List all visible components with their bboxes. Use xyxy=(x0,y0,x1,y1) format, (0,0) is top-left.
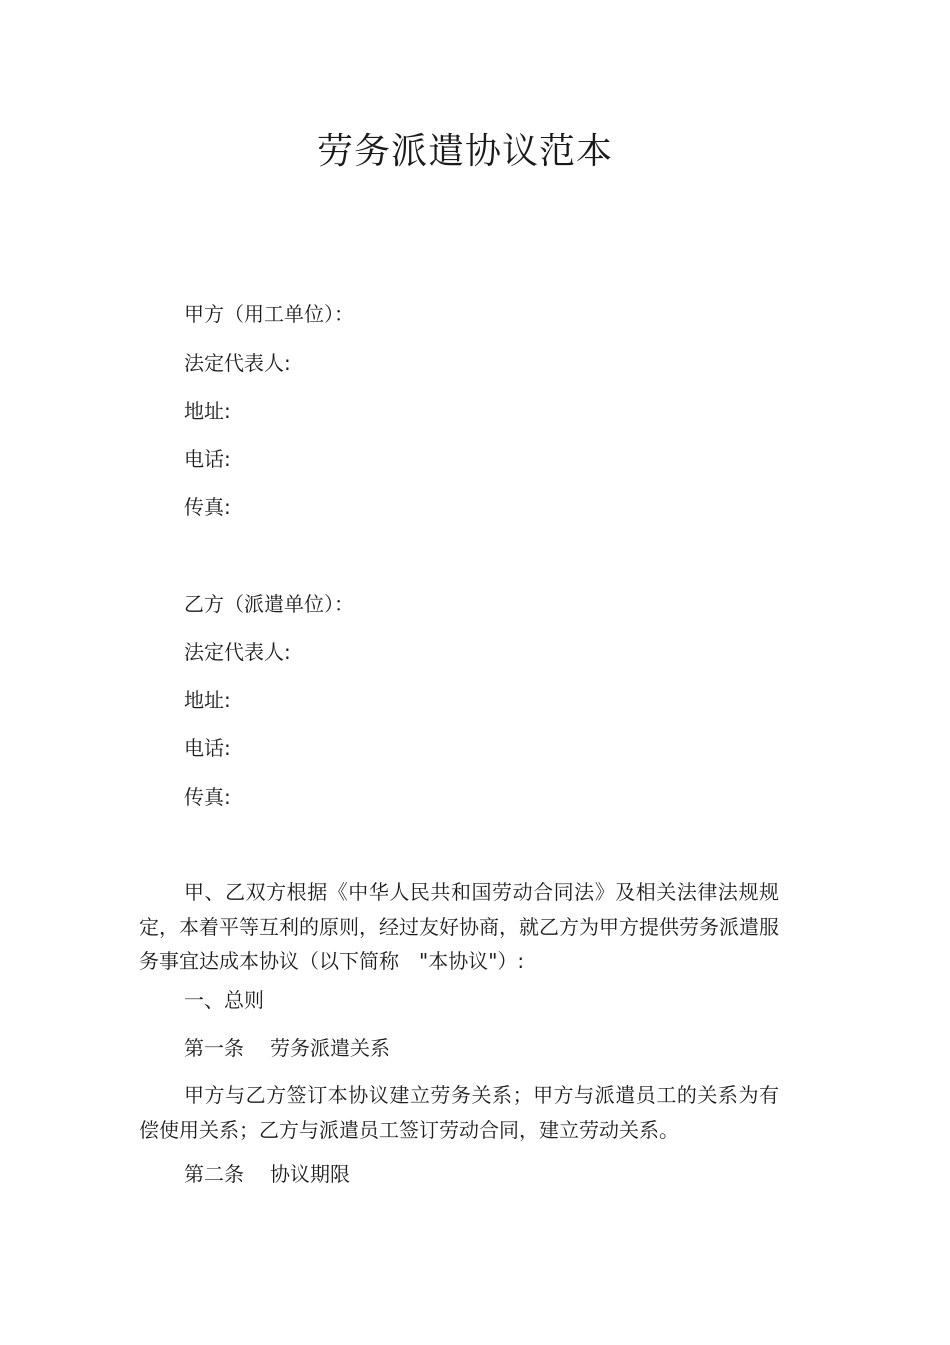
article-1-number: 第一条 xyxy=(184,1036,244,1060)
party-b-legal-rep: 法定代表人: xyxy=(184,640,291,664)
party-a-fax: 传真: xyxy=(184,495,231,519)
article-2-heading xyxy=(184,1160,350,1188)
section-heading-general: 一、总则 xyxy=(184,988,264,1012)
party-b-phone: 电话: xyxy=(184,736,231,760)
article-2-number: 第二条 xyxy=(184,1162,244,1186)
party-b-label: 乙方（派遣单位）： xyxy=(184,592,354,616)
preamble-paragraph: 甲、乙双方根据《中华人民共和国劳动合同法》及相关法律法规规定，本着平等互利的原则，经过友好协商，就乙方为甲方提供劳务派遣服务事宜达成本协议（以下简称 "本协议"）: xyxy=(139,880,779,973)
article-1-paragraph: 甲方与乙方签订本协议建立劳务关系；甲方与派遣员工的关系为有偿使用关系；乙方与派遣员工签订劳动合同，建立劳动关系。 xyxy=(139,1083,779,1142)
party-a-label: 甲方（用工单位）： xyxy=(184,302,354,326)
article-2-title: 协议期限 xyxy=(270,1162,350,1186)
party-b-address: 地址: xyxy=(184,688,231,712)
party-a-phone: 电话: xyxy=(184,447,231,471)
party-b-fax: 传真: xyxy=(184,785,231,809)
party-a-legal-rep: 法定代表人: xyxy=(184,351,291,375)
party-a-address: 地址: xyxy=(184,399,231,423)
document-title: 劳务派遣协议范本 xyxy=(316,131,613,172)
article-1-title: 劳务派遣关系 xyxy=(270,1036,390,1060)
article-1-heading xyxy=(184,1034,390,1062)
